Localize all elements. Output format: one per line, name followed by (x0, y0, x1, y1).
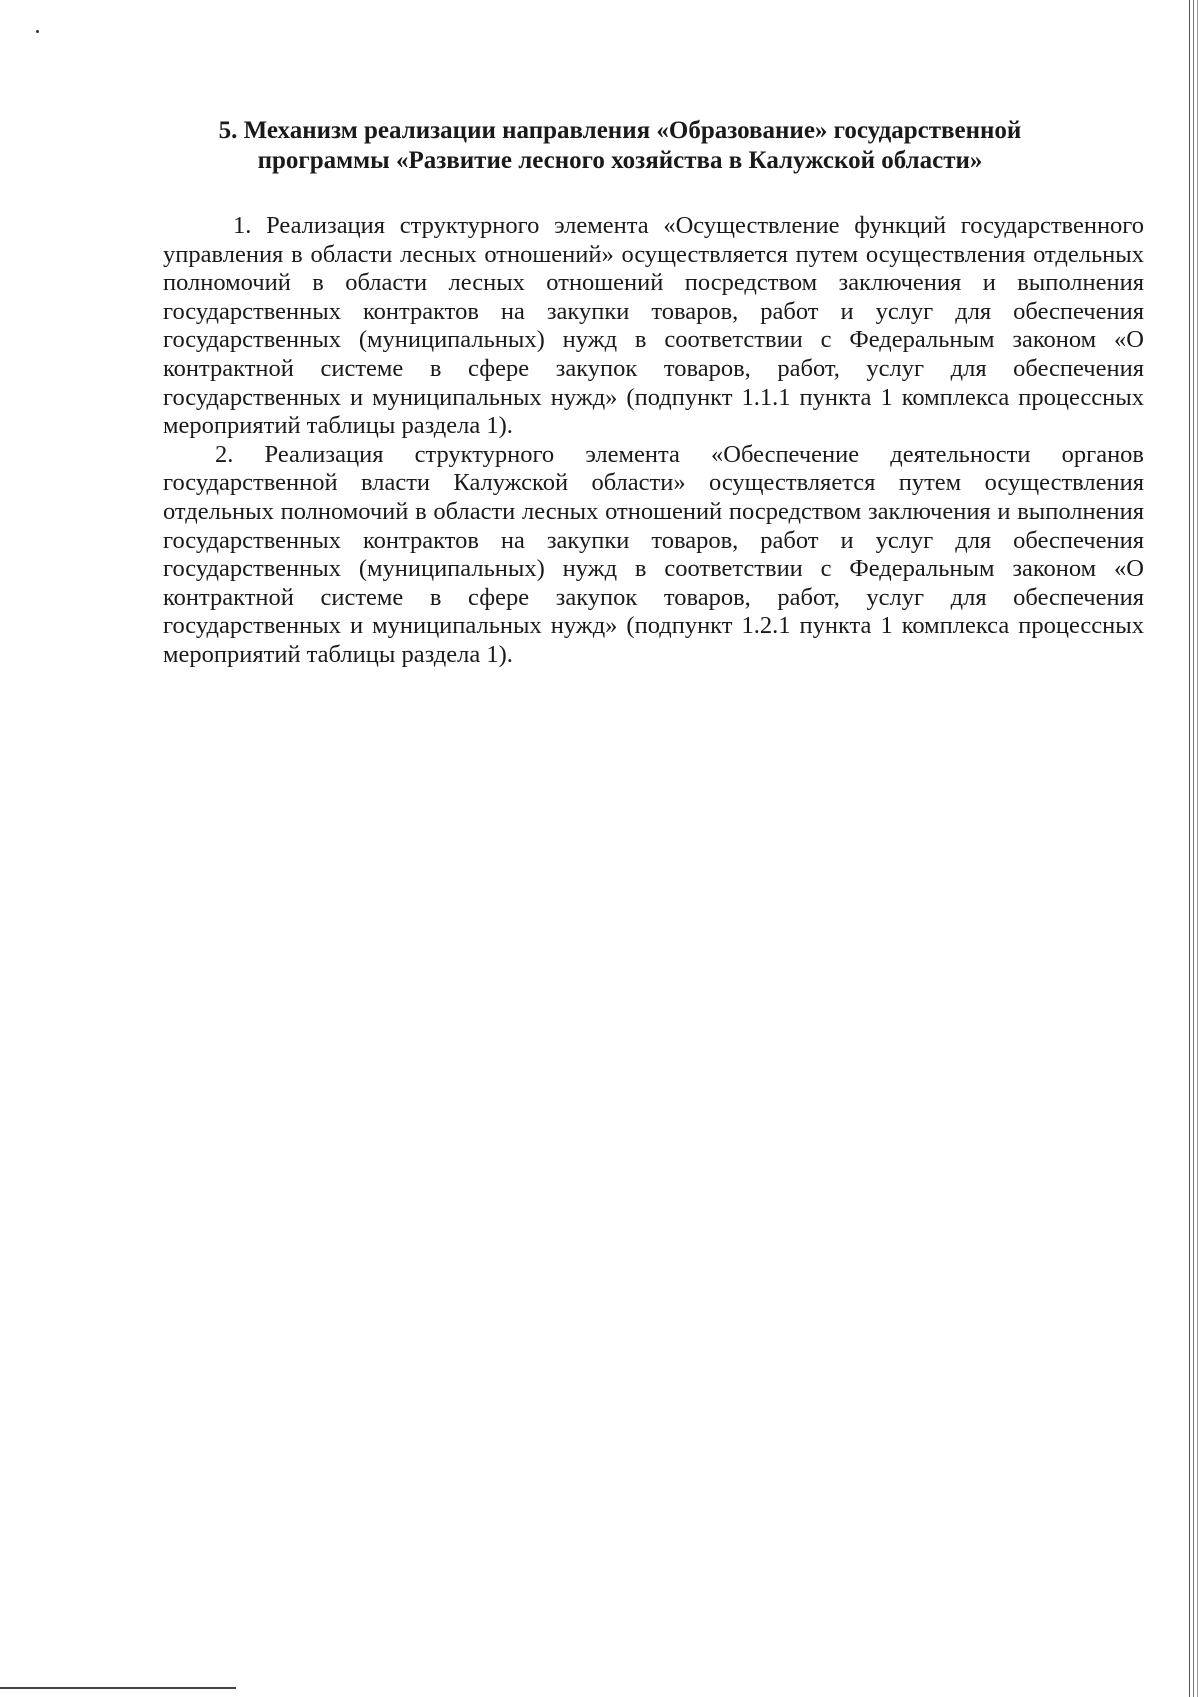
scan-border-bottom (0, 1687, 236, 1689)
scan-speck (36, 30, 39, 33)
scan-border-right-outer (1197, 0, 1198, 1697)
document-body (163, 212, 1144, 670)
paragraph-1: 1. Реализация структурного элемента «Осуществление функций государственного управления в области лесных отношений» осуществляется путем осуществления отдельных полномочий в области лесных отношений посредством заключения и выполнения государственных контрактов на закупки товаров, работ и услуг для обеспечения государственных (муниципальных) нужд в соответствии с Федеральным законом «О контрактной системе в сфере закупок товаров, работ, услуг для обеспечения государственных и муниципальных нужд» (подпункт 1.1.1 пункта 1 комплекса процессных мероприятий таблицы раздела 1). (163, 212, 1144, 440)
scan-border-right (1189, 0, 1194, 1697)
paragraph-2: 2. Реализация структурного элемента «Обеспечение деятельности органов государственной власти Калужской области» осуществляется путем осуществления отдельных полномочий в области лесных отношений посредством заключения и выполнения государственных контрактов на закупки товаров, работ и услуг для обеспечения государственных (муниципальных) нужд в соответствии с Федеральным законом «О контрактной системе в сфере закупок товаров, работ, услуг для обеспечения государственных и муниципальных нужд» (подпункт 1.2.1 пункта 1 комплекса процессных мероприятий таблицы раздела 1). (163, 440, 1144, 668)
heading-line-1: 5. Механизм реализации направления «Образование» государственной (218, 117, 1022, 144)
section-heading (150, 116, 1090, 176)
heading-line-2: программы «Развитие лесного хозяйства в Калужской области» (257, 147, 983, 174)
